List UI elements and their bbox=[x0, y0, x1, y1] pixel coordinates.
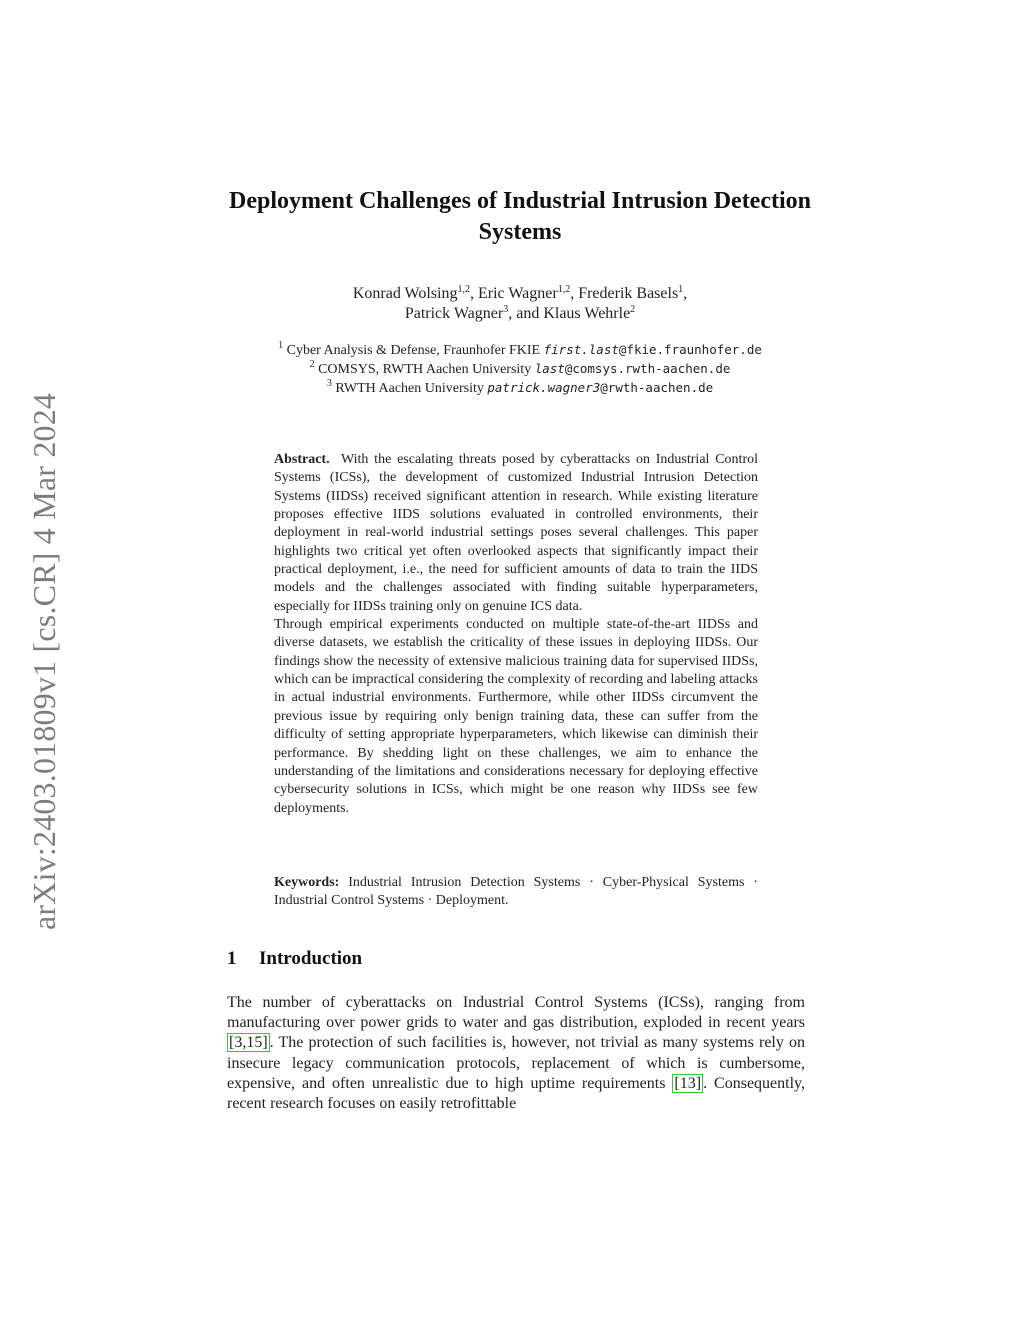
section-title: Introduction bbox=[259, 948, 363, 969]
paper-title: Deployment Challenges of Industrial Intrusion Detection Systems bbox=[228, 188, 811, 245]
author-name: Klaus Wehrle bbox=[543, 305, 631, 322]
abstract-paragraph: Through empirical experiments conducted on multiple state-of-the-art IIDSs and diverse datasets, we establish the criticality of these issues in deploying IIDSs. Our findings show the necessity of extensive malicious training data for supervised IIDSs, which can be impractical considering the complexity of recording and labeling attacks in actual industrial environments. Furthermore, while other IIDSs circumvent the previous issue by requiring only benign training data, these can suffer from the difficulty of setting appropriate hyperparameters, which likewise can diminish their performance. By shedding light on these challenges, we aim to enhance the understanding of the limitations and considerations necessary for deploying effective cybersecurity solutions in ICSs, which might be one reason why IIDSs see few deployments. bbox=[274, 617, 758, 816]
affiliation-number: 1 bbox=[278, 340, 284, 351]
affiliation-number: 2 bbox=[309, 359, 315, 370]
abstract bbox=[274, 451, 758, 818]
section-heading bbox=[227, 946, 362, 972]
abstract-label: Abstract. bbox=[274, 452, 330, 467]
affiliation-org: Cyber Analysis & Defense, Fraunhofer FKIE bbox=[286, 343, 541, 358]
body-text: . The protection of such facilities is, however, not trivial as many systems rely on insecure legacy communication protocols, replacement of which is cumbersome, expensive, and often unrealistic due to high uptime requirements bbox=[227, 1034, 805, 1092]
author-affil-mark: 2 bbox=[630, 304, 636, 315]
body-text: . Consequently, recent research focuses on easily retrofittable bbox=[227, 1074, 805, 1113]
author-separator: , and bbox=[508, 305, 544, 322]
keywords-label: Keywords: bbox=[274, 875, 340, 890]
keywords bbox=[274, 874, 758, 911]
citation-link[interactable]: [3,15] bbox=[229, 1034, 268, 1052]
author-name: Patrick Wagner bbox=[404, 305, 504, 322]
author-name: Eric Wagner bbox=[477, 285, 558, 302]
author-affil-mark: 1 bbox=[678, 284, 684, 295]
body-text: The number of cyberattacks on Industrial Control Systems (ICSs), ranging from manufacturing over power grids to water and gas distribution, exploded in recent years bbox=[227, 994, 805, 1032]
author-separator: , bbox=[570, 285, 579, 302]
author-affil-mark: 3 bbox=[503, 304, 509, 315]
author-name: Frederik Basels bbox=[578, 285, 679, 302]
affiliation-org: RWTH Aachen University bbox=[335, 381, 484, 396]
affiliation-number: 3 bbox=[326, 378, 332, 389]
affiliation-list bbox=[200, 341, 840, 398]
author-list bbox=[200, 284, 840, 324]
author-separator: , bbox=[469, 285, 478, 302]
author-separator: , bbox=[683, 285, 688, 302]
abstract-paragraph bbox=[274, 451, 758, 616]
affiliation-org: COMSYS, RWTH Aachen University bbox=[318, 362, 532, 377]
affiliation-email[interactable]: first.last@fkie.fraunhofer.de bbox=[543, 342, 762, 357]
arxiv-identifier[interactable]: arXiv:2403.01809v1 [cs.CR] 4 Mar 2024 bbox=[26, 392, 62, 930]
keywords-text: Industrial Intrusion Detection Systems · Cyber-Physical Systems · Industrial Control Systems · Deployment. bbox=[274, 875, 759, 909]
affiliation-email[interactable]: patrick.wagner3@rwth-aachen.de bbox=[487, 380, 714, 395]
citation-link[interactable]: [13] bbox=[674, 1074, 702, 1092]
affiliation-email[interactable]: last@comsys.rwth-aachen.de bbox=[534, 361, 731, 376]
affiliation bbox=[200, 379, 840, 398]
arxiv-stamp bbox=[24, 360, 64, 930]
author-affil-mark: 1,2 bbox=[557, 284, 571, 295]
abstract-text: With the escalating threats posed by cyberattacks on Industrial Control Systems (ICSs), the development of customized Industrial Intrusion Detection Systems (IIDSs) received significant attention in research. While existing literature proposes effective IIDS solutions evaluated in controlled environments, their deployment in real-world industrial settings poses several challenges. This paper highlights two critical yet often overlooked aspects that significantly impact their practical deployment, i.e., the need for sufficient amounts of data to train the IIDS models and the challenges associated with finding suitable hyperparameters, especially for IIDSs training only on genuine ICS data. bbox=[274, 452, 758, 614]
affiliation bbox=[200, 341, 840, 360]
section-number: 1 bbox=[227, 948, 237, 969]
author-name: Konrad Wolsing bbox=[352, 285, 458, 302]
affiliation bbox=[200, 360, 840, 379]
author-affil-mark: 1,2 bbox=[457, 284, 470, 295]
intro-paragraph bbox=[227, 993, 805, 1114]
